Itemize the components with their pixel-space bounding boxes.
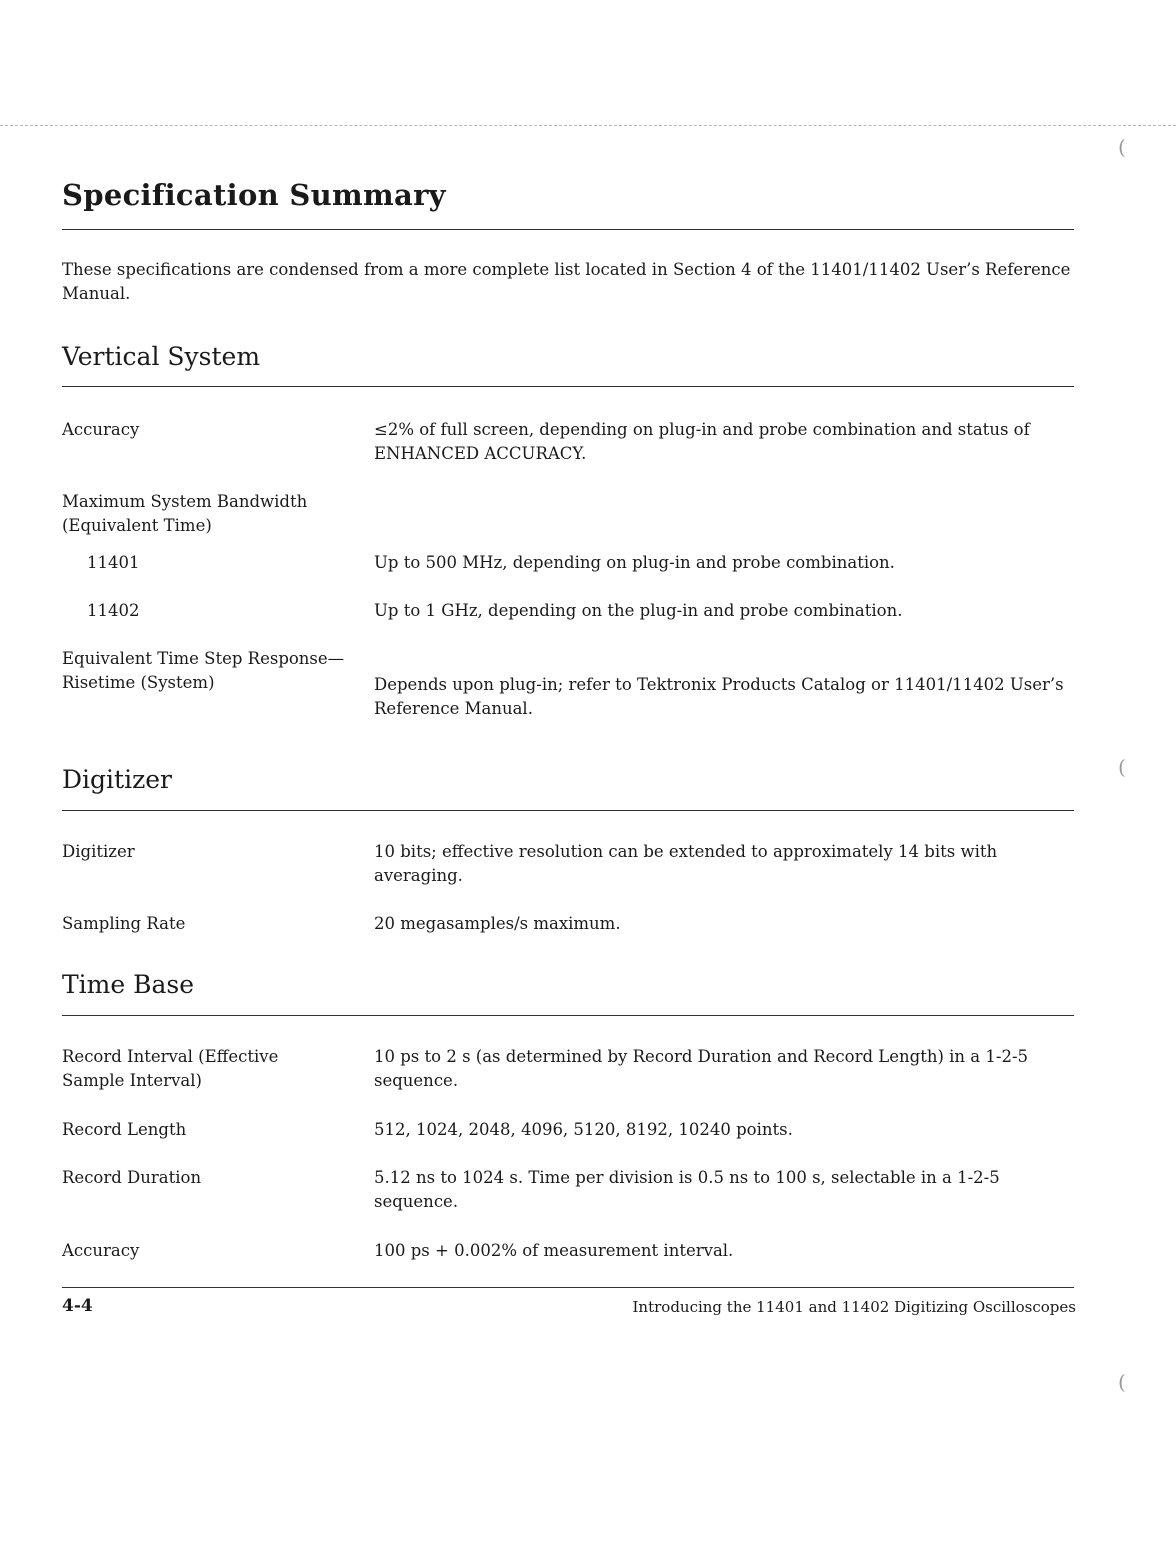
spec-value: Up to 1 GHz, depending on the plug-in and probe combination.: [374, 601, 903, 620]
intro-paragraph: These specifications are condensed from a more complete list located in Section 4 of the 11401/11402 User’s Reference Manual.: [62, 260, 1071, 303]
page-number: 4-4: [62, 1296, 93, 1316]
spec-value: 10 bits; effective resolution can be extended to approximately 14 bits with averaging.: [374, 842, 998, 885]
binder-hole-mark: (: [1118, 135, 1126, 159]
spec-value: Depends upon plug-in; refer to Tektronix Products Catalog or 11401/11402 User’s Reference Manual.: [374, 675, 1064, 718]
binder-hole-mark: (: [1118, 1370, 1126, 1394]
spec-label: Digitizer: [62, 842, 135, 861]
spec-label: Record Length: [62, 1120, 187, 1139]
scan-artifact-line: [0, 125, 1176, 126]
title-divider: [62, 229, 1074, 230]
spec-label: Sampling Rate: [62, 914, 186, 933]
spec-value: Up to 500 MHz, depending on plug-in and probe combination.: [374, 553, 895, 572]
section-divider: [62, 1015, 1074, 1016]
section-title-time-base: Time Base: [62, 970, 195, 999]
spec-label: Accuracy: [62, 420, 140, 439]
spec-label: Record Interval (Effective Sample Interval): [62, 1047, 279, 1090]
spec-value: 10 ps to 2 s (as determined by Record Duration and Record Length) in a 1-2-5 sequence.: [374, 1047, 1029, 1090]
section-divider: [62, 810, 1074, 811]
spec-value: 512, 1024, 2048, 4096, 5120, 8192, 10240 points.: [374, 1120, 793, 1139]
spec-label: 11401: [87, 553, 140, 572]
footer-title: Introducing the 11401 and 11402 Digitizing Oscilloscopes: [632, 1298, 1076, 1316]
section-title-vertical-system: Vertical System: [62, 342, 261, 371]
section-divider: [62, 386, 1074, 387]
spec-label: Equivalent Time Step Response—Risetime (System): [62, 649, 345, 692]
spec-label: Maximum System Bandwidth (Equivalent Time): [62, 492, 308, 535]
spec-value: ≤2% of full screen, depending on plug-in and probe combination and status of ENHANCED ACCURACY.: [374, 420, 1030, 463]
spec-value: 100 ps + 0.002% of measurement interval.: [374, 1241, 734, 1260]
spec-label: Record Duration: [62, 1168, 202, 1187]
page-title: Specification Summary: [62, 178, 446, 212]
binder-hole-mark: (: [1118, 755, 1126, 779]
spec-value: 20 megasamples/s maximum.: [374, 914, 621, 933]
spec-value: 5.12 ns to 1024 s. Time per division is 0.5 ns to 100 s, selectable in a 1-2-5 sequence.: [374, 1168, 1000, 1211]
spec-label: 11402: [87, 601, 140, 620]
spec-label: Accuracy: [62, 1241, 140, 1260]
footer-divider: [62, 1287, 1074, 1288]
section-title-digitizer: Digitizer: [62, 765, 172, 794]
